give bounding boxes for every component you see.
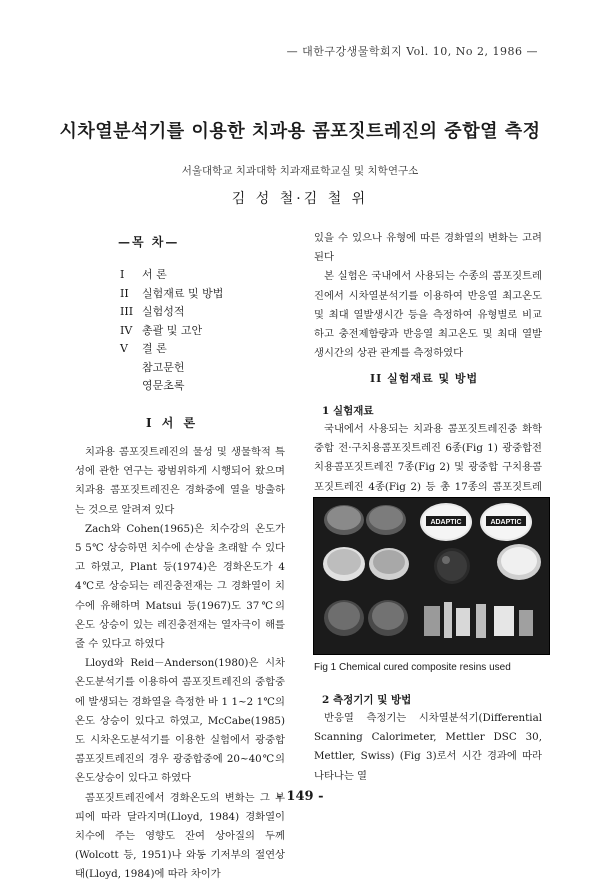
figure-1-photo (313, 497, 550, 655)
paragraph: 국내에서 사용되는 치과용 콤포짓트레진중 화학중합 전·구치용콤포짓트레진 6종(Fig 1) 광중합전치용콤포짓트레진 7종(Fig 2) 및 광중합 구치용콤포짓트레진 4종(Fig 2) 등 총 17종의 콤포짓트레 (314, 423, 542, 493)
introduction-body (75, 443, 285, 885)
page-number: - 149 - (276, 789, 324, 804)
apparatus-body (314, 709, 542, 786)
subsection-heading-apparatus: 2 측정기기 및 방법 (322, 694, 412, 706)
toc-item: IV 총괄 및 고안 (120, 323, 203, 337)
authors: 김 성 철·김 철 위 (231, 191, 369, 207)
subsection-heading-materials: 1 실험재료 (322, 405, 374, 417)
paragraph: 반응열 측정기는 시차열분석기(Differential Scanning Calorimeter, Mettler DSC 30, Mettler, Swiss) (Fig 3)로서 시간 경과에 따라 나타나는 열 (314, 712, 542, 782)
section-heading-methods: II 실험재료 및 방법 (370, 372, 479, 385)
paragraph: Zach와 Cohen(1965)은 치수강의 온도가 5 5℃ 상승하면 치수에 손상을 초래할 수 있다고 하였고, Plant 등(1974)은 경화온도가 4 4℃로 상승되는 레진충전재는 그 경화열이 치수에 유해하며 Matsui 등(1967)도 37℃의 온도 상승이 있는 레진충전재는 열자극이 해를 줄 수 있다고 하였다 (75, 522, 285, 651)
toc-item: 참고문헌 (142, 360, 185, 374)
paragraph: Lloyd와 Reid－Anderson(1980)은 시차온도분석기를 이용하여 콤포짓트레진의 중합중에 발생되는 경화열을 측정한 바 1 1~2 1℃의 온도 상승이 있다고 하였고, McCabe(1985)도 시차온도분석기를 이용한 실험에서 광중합 콤포짓트레진의 경우 광중합중에 20~40℃의 온도상승이 있다고 하였다 (75, 657, 285, 785)
section-heading-introduction: I 서 론 (146, 416, 199, 430)
toc-item: II 실험재료 및 방법 (120, 286, 224, 300)
toc-item: III 실험성적 (120, 305, 185, 318)
paragraph: 치과용 콤포짓트레진의 물성 및 생물학적 특성에 관한 연구는 광범위하게 시행되어 왔으며 치과용 콤포짓트레진은 경화중에 열을 방출하는 것으로 알려져 있다 (75, 446, 285, 516)
paragraph: 있을 수 있으나 유형에 따른 경화열의 변화는 고려된다 (314, 232, 542, 264)
paragraph: 본 실험은 국내에서 사용되는 수종의 콤포짓트레진에서 시차열분석기를 이용하여 반응열 최고온도 및 최대 열발생시간 등을 측정하여 유형별로 비교하고 충전제함량과 반응열 최고온도 및 최대 열발생시간의 상관 관계를 측정하였다 (314, 270, 542, 360)
toc-item: I 서 론 (120, 268, 167, 281)
figure-label-adaptic: ADAPTIC (490, 519, 522, 526)
toc-item: 영문초록 (142, 379, 185, 392)
affiliation: 서울대학교 치과대학 치과재료학교실 및 치학연구소 (181, 165, 419, 177)
intro-continued (314, 229, 542, 363)
paper-title: 시차열분석기를 이용한 치과용 콤포짓트레진의 중합열 측정 (59, 121, 541, 142)
toc-item: V 결 론 (120, 342, 167, 355)
toc-list (120, 266, 223, 396)
paragraph: 콤포짓트레진에서 경화온도의 변화는 그 부피에 따라 달라지며(Lloyd, 1984) 경화열이 치수에 주는 영향도 잔여 상아질의 두께(Wolcott 등, 1951)나 와동 기저부의 절연상태(Lloyd, 1984)에 따라 차이가 (75, 791, 285, 881)
journal-header: — 대한구강생물학회지 Vol. 10, No 2, 1986 — (286, 45, 538, 58)
toc-title: —목 차— (118, 235, 180, 249)
figure-1-caption: Fig 1 Chemical cured composite resins used (314, 662, 511, 673)
figure-label-adaptic: ADAPTIC (430, 519, 462, 526)
